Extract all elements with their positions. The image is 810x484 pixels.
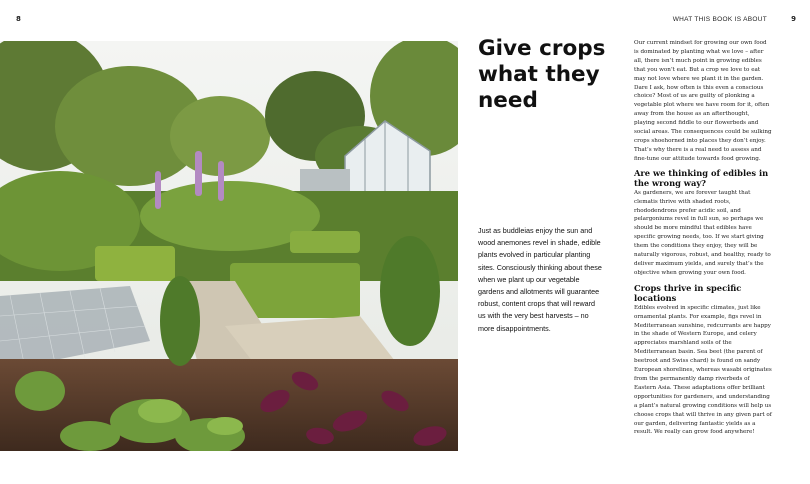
body-paragraph-1: Our current mindset for growing our own food is dominated by planting what we love – after all, there isn’t much point in growing edibles that you won’t eat. But a crop we love to eat may not love where we plant it in the garden. Dare I ask, how often is this even a conscious choice? Most of us are guilty of plonking a vegetable plot where we have room for it, often away from the house as an afterthought, playing second fiddle to our flowerbeds and social areas. The consequences could be sulking crops shoehorned into places they don’t enjoy. That’s why there is a real need to assess and fine-tune our attitude towards food growing. <box>634 40 772 162</box>
running-head: WHAT THIS BOOK IS ABOUT <box>672 16 767 23</box>
page-number-left: 8 <box>16 15 21 23</box>
subheading-edibles: Are we thinking of edibles in the wrong way? <box>634 167 769 188</box>
intro-paragraph: Just as buddleias enjoy the sun and wood anemones revel in shade, edible plants evolved in particular planting sites. Consciously thinking about these when we plant up our vegetable gardens and allotments will guarantee robust, content crops that will reward us with the very best harvests – no more disappointments. <box>478 226 602 333</box>
subheading-locations: Crops thrive in specific locations <box>634 282 742 303</box>
page-title: Give crops what they need <box>478 36 606 113</box>
garden-photo <box>0 41 458 451</box>
body-paragraph-2: As gardeners, we are forever taught that clematis thrive with shaded roots, rhododendrons prefer acidic soil, and pelargoniums revel in full sun, so perhaps we should be more mindful that edibles have specific growing needs, too. If we start giving them the conditions they enjoy, they will be naturally vigorous, robust, and healthy, ready to deliver maximum yields, and surely that’s the objective when growing your own food. <box>634 189 771 276</box>
body-column <box>634 39 772 437</box>
page-number-right: 9 <box>791 15 796 23</box>
body-paragraph-3: Edibles evolved in specific climates, just like ornamental plants. For example, figs revel in Mediterranean sunshine, redcurrants are happy in the shade of Western Europe, and celery appreciates marshland soils of the Mediterranean basin. Sea beet (the parent of beetroot and Swiss chard) is found on sandy European shorelines, whereas wasabi originates from the permanently damp riverbeds of Eastern Asia. These adaptations offer brilliant opportunities for gardeners, and understanding a plant’s natural growing conditions will help us choose crops that will thrive in any given part of our garden, delivering fantastic yields as a result. We really can grow food anywhere! <box>634 304 772 436</box>
